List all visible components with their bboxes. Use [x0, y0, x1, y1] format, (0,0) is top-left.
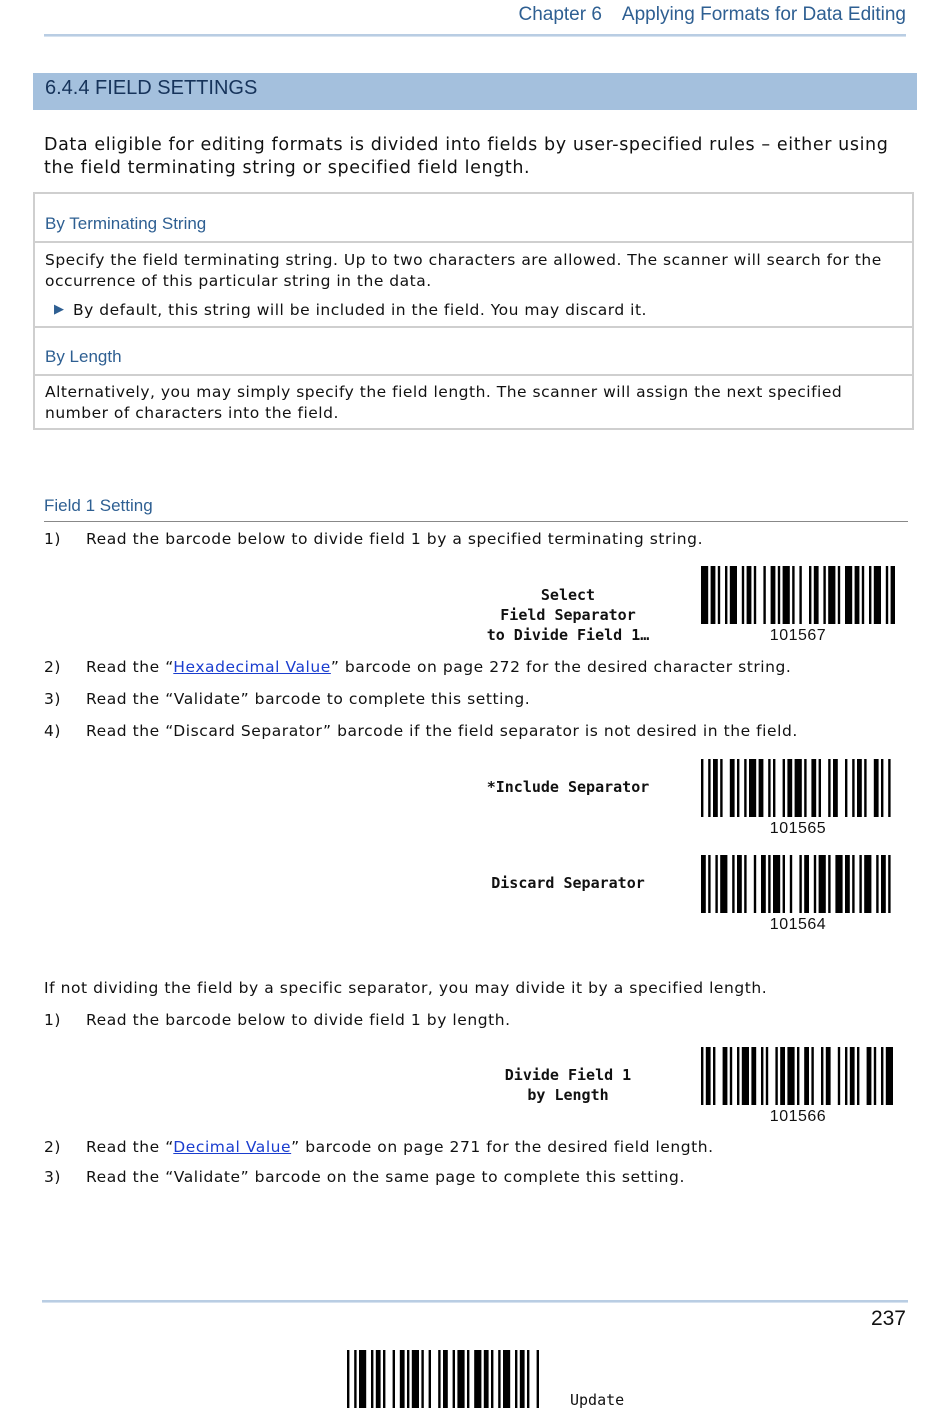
intro-paragraph: Data eligible for editing formats is divided into fields by user-specified rules – either using the field terminating string or specified field length.	[44, 135, 889, 178]
step-text-post: ” barcode on page 272 for the desired character string.	[330, 658, 792, 676]
step-text-post: ” barcode on page 271 for the desired field length.	[291, 1138, 714, 1156]
step-number: 2)	[44, 1138, 62, 1156]
field1-rule	[44, 521, 908, 522]
divide-length-label	[458, 1065, 678, 1105]
terminating-text: Specify the field terminating string. Up to two characters are allowed. The scanner will search for the occurrence of this particular string in the data.	[45, 251, 882, 290]
length-step-2	[44, 1138, 714, 1156]
include-separator-barcode[interactable]	[701, 759, 895, 817]
page-header	[518, 4, 906, 26]
bullet-text: By default, this string will be included in the field. You may discard it.	[73, 301, 647, 319]
label-line: Field Separator	[500, 606, 636, 624]
chapter-title: Applying Formats for Data Editing	[621, 4, 906, 25]
update-label: Update	[570, 1391, 625, 1409]
include-separator-label: *Include Separator	[486, 778, 650, 796]
step-text: Read the “Discard Separator” barcode if the field separator is not desired in the field.	[86, 722, 798, 740]
length-heading: By Length	[45, 347, 122, 366]
select-separator-label	[458, 585, 678, 645]
terminating-heading: By Terminating String	[45, 214, 207, 233]
divide-length-barcode[interactable]	[701, 1047, 895, 1105]
length-intro: If not dividing the field by a specific separator, you may divide it by a specified length.	[44, 979, 768, 997]
step-2	[44, 658, 791, 676]
barcode-number: 101567	[769, 627, 827, 644]
label-line: to Divide Field 1…	[486, 626, 650, 644]
step-4	[44, 722, 798, 740]
table-row-header-length	[35, 328, 912, 376]
step-text: Read the barcode below to divide field 1 by length.	[86, 1011, 511, 1029]
triangle-right-icon: ▶	[54, 302, 65, 317]
step-number: 3)	[44, 1168, 62, 1186]
step-number: 1)	[44, 1011, 62, 1029]
table-row-terminating	[35, 243, 912, 328]
update-barcode[interactable]	[347, 1350, 542, 1408]
section-heading-bar	[33, 73, 917, 110]
discard-separator-label: Discard Separator	[491, 874, 645, 892]
step-number: 1)	[44, 530, 62, 548]
page-number: 237	[870, 1307, 906, 1330]
chapter-label: Chapter 6	[518, 4, 602, 25]
label-line: by Length	[527, 1086, 609, 1104]
step-text-pre: Read the “	[86, 658, 174, 676]
decimal-value-link[interactable]: Decimal Value	[173, 1138, 292, 1156]
barcode-number: 101565	[769, 820, 827, 837]
footer-rule	[42, 1300, 908, 1303]
label-line: Divide Field 1	[504, 1066, 632, 1084]
select-separator-barcode[interactable]	[701, 566, 895, 624]
terminating-bullet	[35, 301, 912, 319]
step-1	[44, 530, 703, 548]
field1-title: Field 1 Setting	[44, 496, 153, 515]
step-text: Read the “Validate” barcode to complete this setting.	[86, 690, 531, 708]
discard-separator-barcode[interactable]	[701, 855, 895, 913]
step-text-pre: Read the “	[86, 1138, 174, 1156]
barcode-number: 101564	[769, 916, 827, 933]
table-row-header-terminating	[35, 194, 912, 243]
step-number: 4)	[44, 722, 62, 740]
length-step-3	[44, 1168, 685, 1186]
header-rule	[44, 34, 906, 37]
length-text: Alternatively, you may simply specify the field length. The scanner will assign the next specified number of characters into the field.	[45, 383, 843, 422]
step-3	[44, 690, 530, 708]
barcode-number: 101566	[769, 1108, 827, 1125]
hexadecimal-value-link[interactable]: Hexadecimal Value	[173, 658, 331, 676]
section-title: 6.4.4 FIELD SETTINGS	[45, 77, 258, 99]
step-text: Read the barcode below to divide field 1 by a specified terminating string.	[86, 530, 704, 548]
step-number: 3)	[44, 690, 62, 708]
label-line: Select	[540, 586, 596, 604]
step-number: 2)	[44, 658, 62, 676]
table-row-length	[35, 376, 912, 424]
length-step-1	[44, 1011, 511, 1029]
step-text: Read the “Validate” barcode on the same page to complete this setting.	[86, 1168, 685, 1186]
field-methods-table	[33, 192, 914, 430]
